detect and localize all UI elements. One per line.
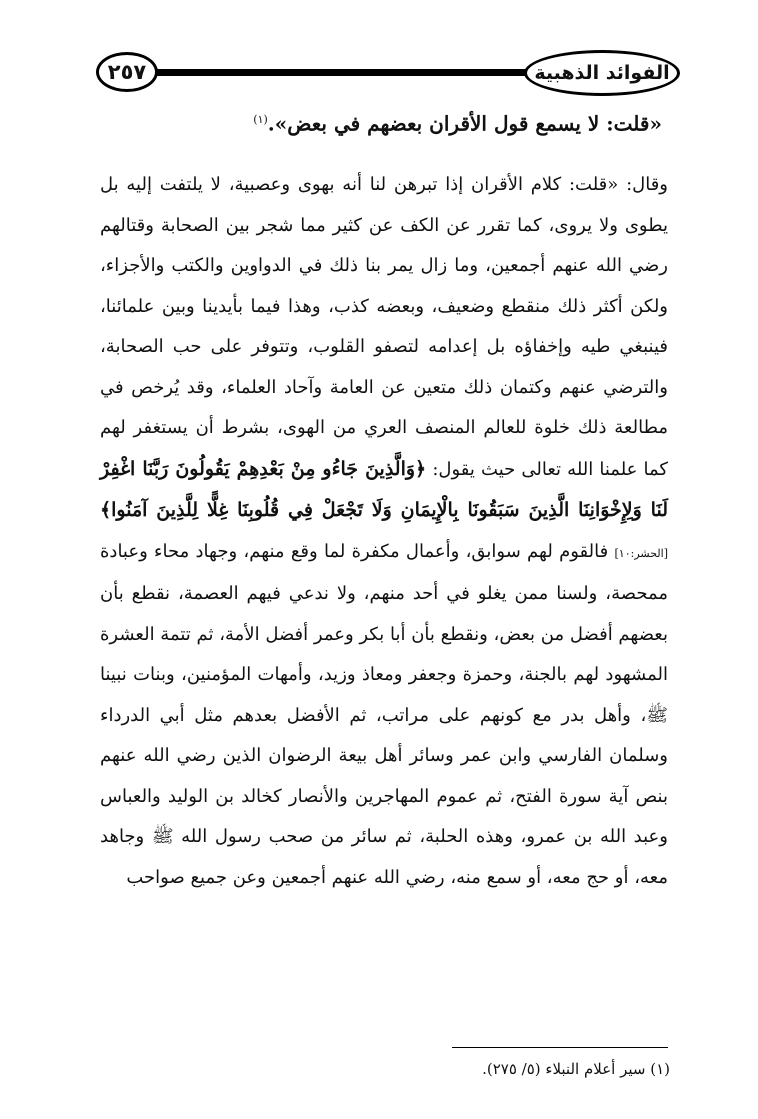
verse-reference: [الحشر:١٠] — [614, 546, 668, 560]
opening-quote — [82, 104, 662, 140]
paragraph-part-1: وقال: «قلت: كلام الأقران إذا تبرهن لنا أنه بهوى وعصبية، لا يلتفت إليه بل يطوى ولا يروى، كما تقرر عن الكف عن كثير مما شجر بين الصحابة وقتالهم رضي الله عنهم أجمعين، وما زال يمر بنا ذلك في الدواوين والكتب والأجزاء، ولكن أكثر ذلك منقطع وضعيف، وبعضه كذب، وهذا فيما بأيدينا وبين علمائنا، فينبغي طيه وإخفاؤه بل إعدامه لتصفو القلوب، وتتوفر على حب الصحابة، والترضي عنهم وكتمان ذلك متعين عن العامة وآحاد العلماء، وقد يُرخص في مطالعة ذلك خلوة للعالم المنصف العري من الهوى، بشرط أن يستغفر لهم كما علمنا الله تعالى حيث يقول: — [100, 174, 669, 480]
footnote: (١) سير أعلام النبلاء (٥/ ٢٧٥). — [482, 1060, 670, 1078]
footnote-marker: (١) — [253, 113, 268, 126]
header-rule — [150, 69, 540, 76]
page-number: ٢٥٧ — [96, 52, 158, 92]
running-title: الفوائد الذهبية — [524, 50, 680, 96]
footnote-separator — [452, 1047, 668, 1048]
quote-text: «قلت: لا يسمع قول الأقران بعضهم في بعض». — [267, 111, 662, 136]
paragraph-part-2: فالقوم لهم سوابق، وأعمال مكفرة لما وقع منهم، وجهاد محاء وعبادة ممحصة، ولسنا ممن يغلو في أحد منهم، ولا ندعي فيهم العصمة، نقطع بأن بعضهم أفضل من بعض، ونقطع بأن أبا بكر وعمر أفضل الأمة، ثم تتمة العشرة المشهود لهم بالجنة، وحمزة وجعفر ومعاذ وزيد، وأمهات المؤمنين، وبنات نبينا ﷺ، وأهل بدر مع كونهم على مراتب، ثم الأفضل بعدهم مثل أبي الدرداء وسلمان الفارسي وابن عمر وسائر أهل بيعة الرضوان الذين رضي الله عنهم بنص آية سورة الفتح، ثم عموم المهاجرين والأنصار كخالد بن الوليد والعباس وعبد الله بن عمرو، وهذه الحلبة، ثم سائر من صحب رسول الله ﷺ وجاهد معه، أو حج معه، أو سمع منه، رضي الله عنهم أجمعين وعن جميع صواحب — [99, 540, 668, 888]
main-paragraph — [100, 165, 668, 898]
quran-verse: ﴿وَالَّذِينَ جَاءُو مِنْ بَعْدِهِمْ يَقُولُونَ رَبَّنَا اغْفِرْ لَنَا وَلِإِخْوَانِنَا الَّذِينَ سَبَقُونَا بِالْإِيمَانِ وَلَا تَجْعَلْ فِي قُلُوبِنَا غِلًّا لِلَّذِينَ آمَنُوا﴾ — [100, 457, 668, 521]
page-header — [0, 0, 758, 110]
paragraph-text — [100, 165, 668, 898]
